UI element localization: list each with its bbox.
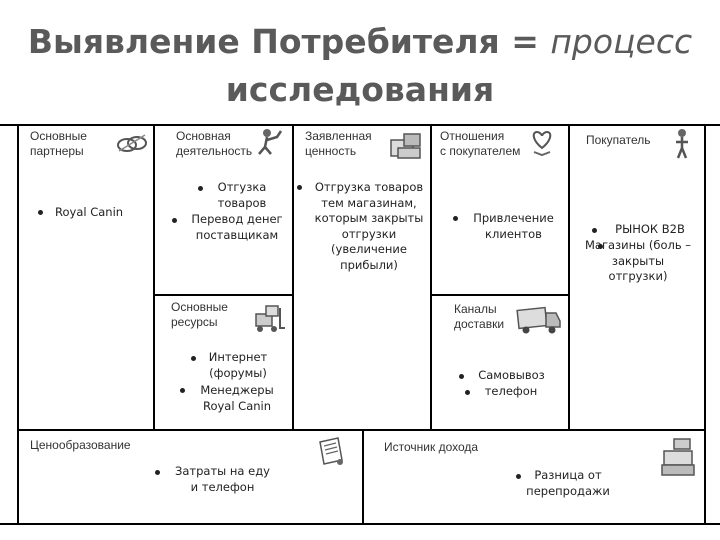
divider-v4 xyxy=(568,124,570,430)
value-title: Заявленная ценность xyxy=(305,129,372,158)
revenue-item: Разница от перепродажи xyxy=(526,468,610,498)
divider-v1 xyxy=(153,124,155,430)
title-plain: Выявление Потребителя = xyxy=(27,22,551,61)
customer-item-2: Магазины (боль – закрыты отгрузки) xyxy=(584,238,692,283)
bullet-dot xyxy=(459,374,464,379)
person-icon xyxy=(672,128,692,160)
bullet-dot xyxy=(516,474,521,479)
channels-item-1: Самовывоз xyxy=(478,368,545,382)
frame-left xyxy=(17,124,19,525)
heart-hand-icon xyxy=(528,128,556,158)
bullet-dot xyxy=(592,228,597,233)
bullet-dot xyxy=(465,390,470,395)
bullet-dot xyxy=(198,186,203,191)
title-italic: процесс xyxy=(550,22,693,61)
bullet-dot xyxy=(453,216,458,221)
costs-item: Затраты на еду и телефон xyxy=(175,464,270,494)
bullet-dot xyxy=(155,470,160,475)
divider-h-relations xyxy=(430,294,570,296)
invoice-icon xyxy=(314,434,348,468)
divider-h-activities xyxy=(153,294,294,296)
forklift-icon xyxy=(252,302,286,334)
divider-v3 xyxy=(430,124,432,430)
bullet-dot xyxy=(297,185,302,190)
bullet-dot xyxy=(180,388,185,393)
channels-title: Каналы доставки xyxy=(454,302,505,331)
frame-right xyxy=(704,124,706,525)
customer-title: Покупатель xyxy=(586,133,651,147)
frame-top xyxy=(0,124,720,126)
relations-item: Привлечение клиентов xyxy=(473,211,554,241)
bullet-dot xyxy=(38,210,43,215)
worker-icon xyxy=(255,127,285,157)
gift-box-icon xyxy=(388,130,424,160)
divider-v2 xyxy=(292,124,294,430)
partners-title: Основные партнеры xyxy=(30,129,87,158)
value-item: Отгрузка товаров тем магазинам, которым закрыты отгрузки (увеличение прибыли) xyxy=(314,180,424,272)
truck-icon xyxy=(516,303,562,335)
activities-item-1: Отгузка товаров xyxy=(217,180,267,210)
costs-title: Ценообразование xyxy=(30,438,131,452)
frame-bottom xyxy=(0,523,720,525)
cash-register-icon xyxy=(660,437,696,477)
customer-item-1: РЫНОК B2B xyxy=(615,222,685,236)
channels-item-2: телефон xyxy=(484,384,538,398)
resources-title: Основные ресурсы xyxy=(171,300,228,329)
relations-title: Отношения с покупателем xyxy=(440,129,521,158)
bullet-dot xyxy=(172,218,177,223)
revenue-title: Источник дохода xyxy=(384,440,479,454)
handshake-icon xyxy=(115,129,149,157)
bullet-dot xyxy=(191,356,196,361)
divider-v-bottom xyxy=(362,429,364,525)
activities-title: Основная деятельность xyxy=(176,129,253,158)
resources-item-2: Менеджеры Royal Canin xyxy=(200,383,274,413)
resources-item-1: Интернет (форумы) xyxy=(208,350,268,380)
partners-item: Royal Canin xyxy=(55,205,124,219)
title-line-2: исследования xyxy=(225,70,495,109)
activities-item-2: Перевод денег поставщикам xyxy=(191,212,283,242)
